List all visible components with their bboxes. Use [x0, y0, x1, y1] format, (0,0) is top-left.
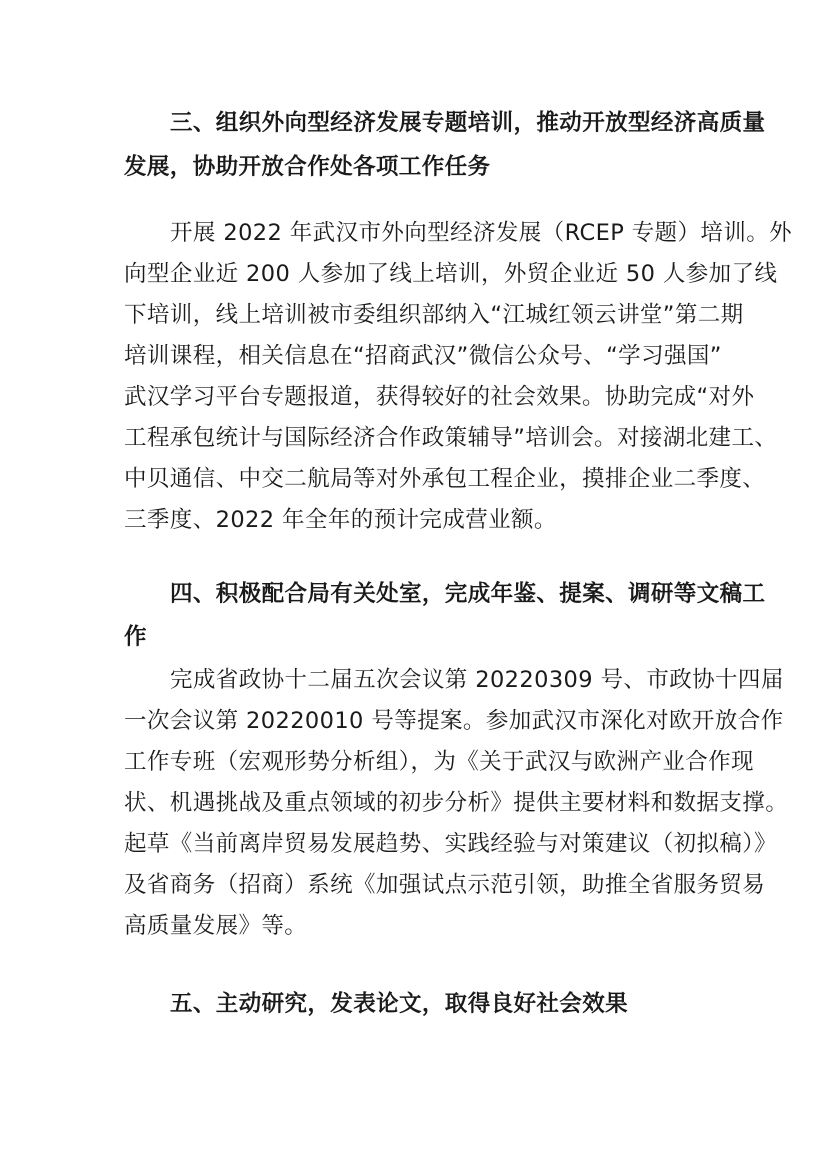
section-3-heading-line-2: 发展，协助开放合作处各项工作任务	[124, 154, 491, 180]
section-3-heading-line-1: 三、组织外向型经济发展专题培训，推动开放型经济高质量	[170, 110, 766, 136]
section-3-paragraph-line-5: 武汉学习平台专题报道，获得较好的社会效果。协助完成“对外	[124, 384, 755, 410]
section-4-paragraph-line-7: 高质量发展》等。	[124, 913, 308, 939]
section-3-paragraph-line-2: 向型企业近 200 人参加了线上培训，外贸企业近 50 人参加了线	[124, 261, 778, 287]
section-3-paragraph-line-4: 培训课程，相关信息在“招商武汉”微信公众号、“学习强国”	[124, 343, 722, 369]
section-4-paragraph-line-3: 工作专班（宏观形势分析组），为《关于武汉与欧洲产业合作现	[124, 749, 754, 775]
section-4-paragraph-line-1: 完成省政协十二届五次会议第 20220309 号、市政协十四届	[170, 667, 784, 693]
section-4-paragraph-line-5: 起草《当前离岸贸易发展趋势、实践经验与对策建议（初拟稿）》	[124, 831, 777, 857]
section-4-paragraph-line-4: 状、机遇挑战及重点领域的初步分析》提供主要材料和数据支撑。	[124, 790, 789, 816]
section-3-paragraph-line-3: 下培训，线上培训被市委组织部纳入“江城红领云讲堂”第二期	[124, 302, 744, 328]
section-4-paragraph-line-2: 一次会议第 20220010 号等提案。参加武汉市深化对欧开放合作	[124, 708, 784, 734]
section-4-paragraph-line-6: 及省商务（招商）系统《加强试点示范引领，助推全省服务贸易	[124, 872, 766, 898]
section-3-paragraph-line-7: 中贝通信、中交二航局等对外承包工程企业，摸排企业二季度、	[124, 466, 766, 492]
section-5-heading-line-1: 五、主动研究，发表论文，取得良好社会效果	[170, 991, 629, 1017]
section-3-paragraph-line-1: 开展 2022 年武汉市外向型经济发展（RCEP 专题）培训。外	[170, 220, 793, 246]
section-3-paragraph-line-8: 三季度、2022 年全年的预计完成营业额。	[124, 507, 557, 533]
section-4-heading-line-1: 四、积极配合局有关处室，完成年鉴、提案、调研等文稿工	[170, 581, 766, 607]
section-4-heading-line-2: 作	[124, 624, 147, 650]
section-3-paragraph-line-6: 工程承包统计与国际经济合作政策辅导”培训会。对接湖北建工、	[124, 425, 778, 451]
